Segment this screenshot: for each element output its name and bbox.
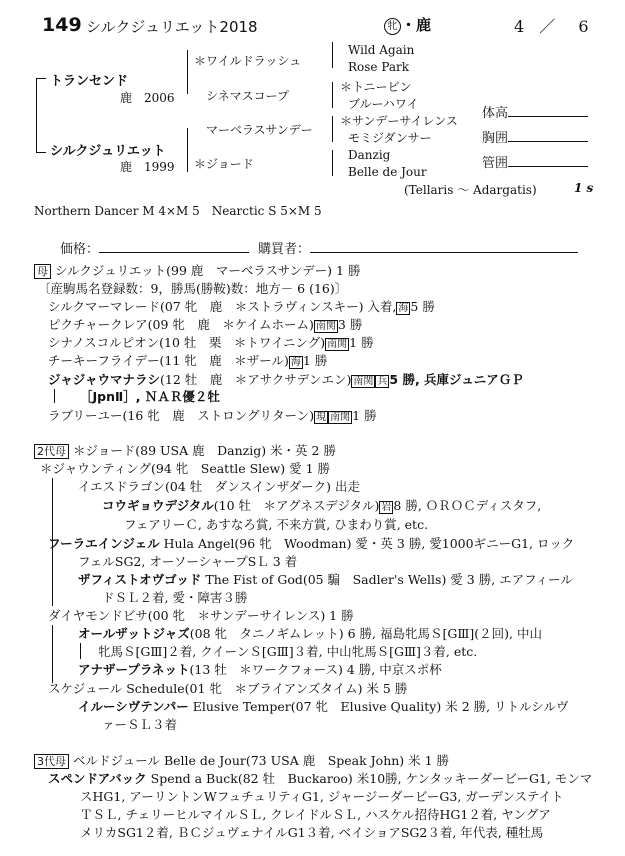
horse-name: シルクジュリエット2018 [86, 18, 258, 36]
dam-offspring-4: チーキーフライデー(11 牝 鹿 ＊ザール) 海 1 勝 [48, 353, 328, 368]
dam-label: 母 [34, 264, 51, 279]
sex-color [384, 14, 431, 35]
sd-line-8: ドＳＬ２着, 愛・障害３勝 [102, 590, 248, 605]
inbreeding: Northern Dancer M 4×M 5 Nearctic S 5×M 5 [34, 204, 322, 218]
dam-offspring-3: シナノスコルピオン(10 牡 栗 ＊トワイニング) 南関 1 勝 [48, 335, 374, 350]
td-line-1: スペンドアバック Spend a Buck(82 牡 Buckaroo) 米10勝, ケンタッキーダービーG1, モンマ [48, 771, 593, 786]
g3-1: Wild Again [348, 43, 415, 57]
second-dam-label: 2代母 [34, 444, 69, 459]
dam-offspring-5: ジャジャウマナラシ(12 牡 鹿 ＊アサクサデンエン) 南関 兵 5 勝, 兵庫ジュニアＧＰ [48, 372, 524, 387]
g3-8: Belle de Jour [348, 165, 427, 179]
price-field: 価格： [60, 238, 249, 257]
sd-line-12: アナザープラネット(13 牡 ＊ワークフォース) 4 勝, 中京スポ杯 [78, 662, 442, 677]
sd-line-4: フェアリーＣ, あすなろ賞, 不来方賞, ひまわり賞, etc. [124, 517, 429, 532]
measure-height: 体高 [482, 102, 588, 121]
sd-line-1: ＊ジャウンティング(94 牝 Seattle Slew) 愛 1 勝 [40, 461, 330, 476]
second-dam-section: 2代母 ＊ジョード(89 USA 鹿 Danzig) 米・英 2 勝 ＊ジャウンティング(94 牝 Seattle Slew) 愛 1 勝 イエスドラゴン(04 牡 ダンスインザダーク) 出走 コウギョウデジタル(10 牡 ＊アグネスデジタル) 岩 8 勝, ＯＲＯＣディスタフ, フェアリーＣ, あすなろ賞, 不来方賞, ひまわり賞, etc. フーラエインジェル Hula Angel(96 牝 Woodman) 愛・英 3 勝, 愛1000ギニーG1, ロック フェルSG2, オーソーシャープSＬ 3 着 ザフィストオヴゴッド The Fist of God(05 騸 Sadler's Wells) 愛 3 勝, エアフィール ドＳＬ２着, 愛・障害３勝 ダイヤモンドビサ(00 牝 ＊サンデーサイレンス) 1 勝 オールザットジャズ(08 牝 タニノギムレット) 6 勝, 福島牝馬Ｓ[GⅢ](２回), 中山 牝馬Ｓ[GⅢ]２着, クイーンＳ[GⅢ]３着, 中山牝馬Ｓ[GⅢ]３着, etc. アナザープラネット(13 牡 ＊ワークフォース) 4 勝, 中京スポ杯 スケジュール Schedule(01 牝 ＊ブライアンズタイム) 米 5 勝 イルーシヴテンパー Elusive Temper(07 牝 Elusive Quality) 米 2 勝, リトルシルヴ ァーＳＬ３着 [34, 442, 614, 742]
sire-name: トランセンド [50, 74, 129, 89]
dam-offspring-6: ラブリーユー(16 牝 鹿 ストロングリターン) 現 南関 1 勝 [48, 408, 377, 423]
third-dam-label: 3代母 [34, 754, 69, 769]
td-line-4: メリカSG1２着, ＢＣジュヴェナイルG1３着, ベイショアSG2３着, 年代表, 種牡馬 [80, 825, 544, 840]
third-dam-section: 3代母 ベルドジュール Belle de Jour(73 USA 鹿 Speak John) 米 1 勝 スペンドアバック Spend a Buck(82 牡 Buckaroo) 米10勝, ケンタッキーダービーG1, モンマ スHG1, アーリントンWフュチュリティG1, ジャージーダービーG3, ガーデンステイト ＴＳＬ, チェリーヒルマイルＳＬ, クレイドルＳＬ, ハスケル招待HG1２着, ヤングア メリカSG1２着, ＢＣジュヴェナイルG1３着, ベイショアSG2３着, 年代表, 種牡馬 [34, 752, 614, 852]
dam-name: シルクジュリエット [50, 144, 166, 159]
lot-number: 149 [42, 14, 82, 36]
sire-sire: ＊ワイルドラッシュ [194, 54, 302, 68]
g3-7: Danzig [348, 148, 391, 162]
g3-5: ＊サンデーサイレンス [340, 114, 458, 128]
buyer-field: 購買者： [258, 238, 578, 257]
sd-line-5: フーラエインジェル Hula Angel(96 牝 Woodman) 愛・英 3 勝, 愛1000ギニーG1, ロック [48, 536, 575, 551]
dam-sire: マーベラスサンデー [206, 123, 313, 137]
family-number: 1 s [574, 181, 594, 195]
sd-line-3: コウギョウデジタル(10 牡 ＊アグネスデジタル) 岩 8 勝, ＯＲＯＣディスタフ, [102, 498, 542, 513]
dam-stats: 〔産駒馬名登録数：9，勝馬(勝鞍)数：地方－ 6 (16)〕 [38, 281, 348, 296]
sd-line-13: スケジュール Schedule(01 牝 ＊ブライアンズタイム) 米 5 勝 [48, 681, 408, 696]
sd-line-14: イルーシヴテンパー Elusive Temper(07 牝 Elusive Quality) 米 2 勝, リトルシルヴ [78, 699, 569, 714]
pedigree-tail: (Tellaris ～ Adargatis) [404, 183, 537, 197]
measure-chest: 胸囲 [482, 127, 588, 146]
dam-offspring-5-line2: ［JpnⅡ］, ＮＡＲ優２牡 [80, 389, 220, 404]
dam-line: シルクジュリエット(99 鹿 マーベラスサンデー) 1 勝 [54, 263, 361, 278]
g3-3: ＊トニービン [340, 80, 412, 94]
sd-line-10: オールザットジャズ(08 牝 タニノギムレット) 6 勝, 福島牝馬Ｓ[GⅢ](２回), 中山 [78, 626, 542, 641]
sd-line-11: 牝馬Ｓ[GⅢ]２着, クイーンＳ[GⅢ]３着, 中山牝馬Ｓ[GⅢ]３着, etc. [98, 644, 478, 659]
dam-dam: ＊ジョード [194, 157, 254, 171]
td-line-2: スHG1, アーリントンWフュチュリティG1, ジャージーダービーG3, ガーデンステイト [80, 789, 564, 804]
dam-info: 鹿 1999 [120, 160, 175, 174]
g3-4: ブルーハワイ [348, 97, 419, 111]
td-line-3: ＴＳＬ, チェリーヒルマイルＳＬ, クレイドルＳＬ, ハスケル招待HG1２着, ヤングア [80, 807, 551, 822]
sd-line-6: フェルSG2, オーソーシャープSＬ 3 着 [78, 554, 298, 569]
g3-2: Rose Park [348, 60, 410, 74]
dam-offspring-1: シルクマーマレード(07 牝 鹿 ＊ストラヴィンスキー) 入着, 海 5 勝 [48, 299, 435, 314]
sd-line-2: イエスドラゴン(04 牡 ダンスインザダーク) 出走 [78, 479, 360, 494]
sd-line-9: ダイヤモンドビサ(00 牝 ＊サンデーサイレンス) 1 勝 [48, 608, 354, 623]
sd-line-15: ァーＳＬ３着 [102, 717, 178, 732]
measure-cannon: 管囲 [482, 152, 588, 171]
g3-6: モミジダンサー [348, 131, 432, 145]
sd-line-7: ザフィストオヴゴッド The Fist of God(05 騸 Sadler's Wells) 愛 3 勝, エアフィール [78, 572, 573, 587]
sire-dam: シネマスコープ [206, 89, 290, 103]
birth-date: 4 ／ 6 [514, 17, 589, 36]
sire-info: 鹿 2006 [120, 91, 175, 105]
dam-offspring-2: ピクチャークレア(09 牝 鹿 ＊ケイムホーム) 南関 3 勝 [48, 317, 363, 332]
sex-mark: 牝 [384, 18, 401, 35]
coat-color: ・鹿 [401, 16, 432, 34]
dam-section [34, 262, 614, 432]
